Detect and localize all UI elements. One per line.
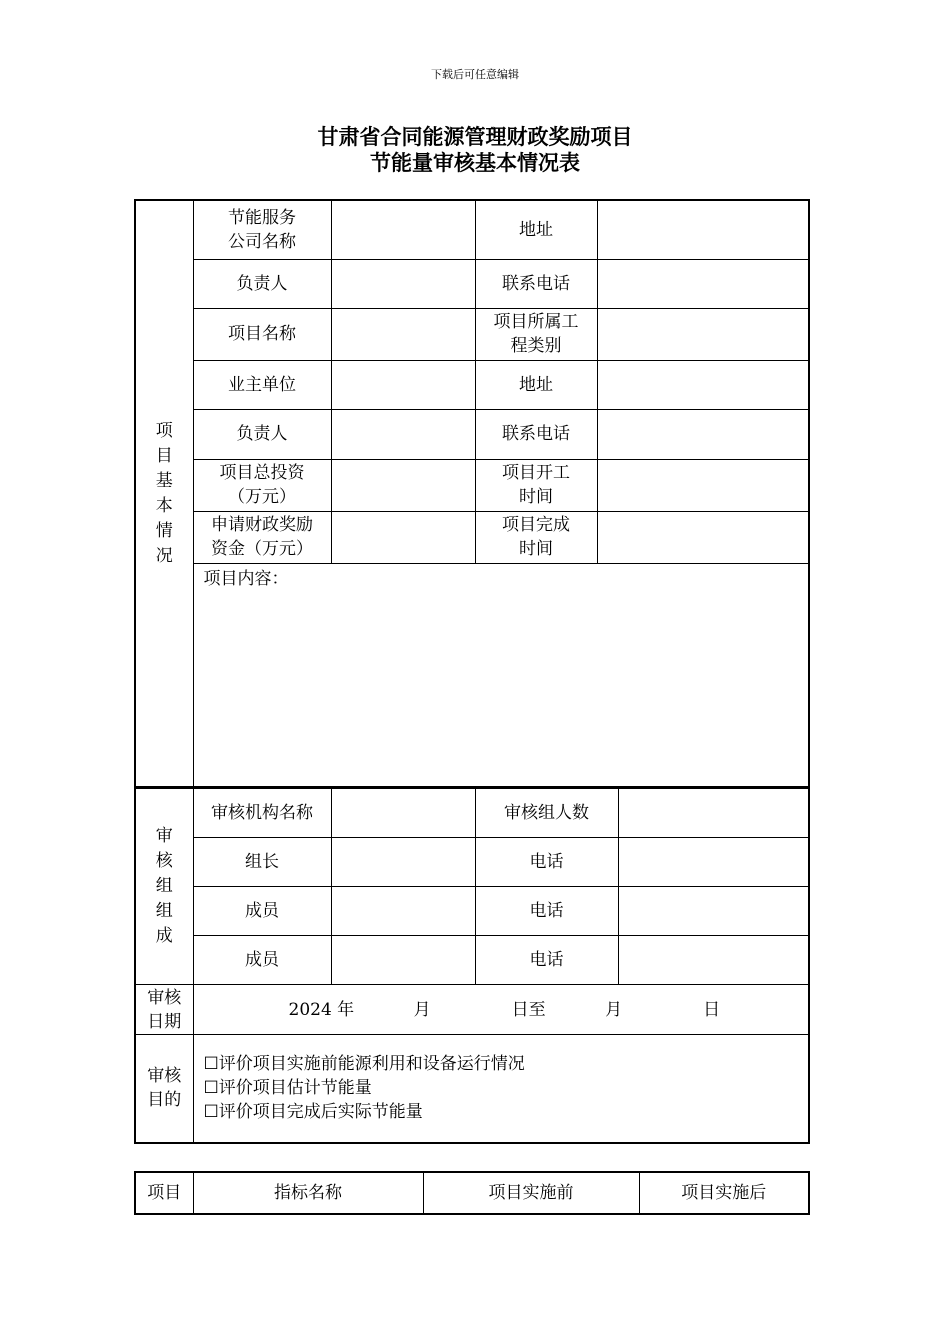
header-indicator-name: 指标名称 [193,1172,423,1214]
label-project-name: 项目名称 [193,308,331,360]
value-address[interactable] [597,200,809,259]
value-owner-contact-phone[interactable] [597,409,809,459]
value-owner-unit[interactable] [331,360,475,409]
label-audit-purpose: 审核 目的 [135,1035,193,1143]
project-content-field[interactable] [193,563,809,787]
label-team-leader: 组长 [193,838,331,887]
value-team-leader[interactable] [331,838,475,887]
label-contact-phone: 联系电话 [475,259,597,308]
purpose-checkbox-before[interactable]: ☐评价项目实施前能源利用和设备运行情况 [203,1054,525,1075]
basic-info-table [134,199,810,788]
label-completion-time: 项目完成 时间 [475,511,597,563]
value-leader-phone[interactable] [618,838,809,887]
value-contact-phone[interactable] [597,259,809,308]
form-subtitle: 节能量审核基本情况表 [370,150,580,175]
label-owner-person-in-charge: 负责人 [193,409,331,459]
purpose-checkbox-after[interactable]: ☐评价项目完成后实际节能量 [203,1102,423,1123]
label-audit-org: 审核机构名称 [193,789,331,838]
label-audit-date: 审核 日期 [135,985,193,1035]
header-project: 项目 [135,1172,193,1214]
label-member-1: 成员 [193,887,331,936]
section-label-audit-team: 审 核 组 组 成 [135,789,193,985]
label-owner-address: 地址 [475,360,597,409]
label-member-2-phone: 电话 [475,936,618,985]
header-after: 项目实施后 [639,1172,809,1214]
label-leader-phone: 电话 [475,838,618,887]
audit-purpose-options [193,1035,809,1143]
value-person-in-charge[interactable] [331,259,475,308]
label-subsidy-amount: 申请财政奖励 资金（万元） [193,511,331,563]
value-service-company[interactable] [331,200,475,259]
value-member-1[interactable] [331,887,475,936]
value-team-size[interactable] [618,789,809,838]
label-service-company: 节能服务 公司名称 [193,200,331,259]
indicator-table [134,1171,810,1215]
value-total-investment[interactable] [331,459,475,511]
label-owner-contact-phone: 联系电话 [475,409,597,459]
audit-team-table [134,788,810,1144]
label-address: 地址 [475,200,597,259]
label-project-category: 项目所属工 程类别 [475,308,597,360]
value-project-category[interactable] [597,308,809,360]
value-project-name[interactable] [331,308,475,360]
value-audit-org[interactable] [331,789,475,838]
value-subsidy-amount[interactable] [331,511,475,563]
label-start-time: 项目开工 时间 [475,459,597,511]
value-member-2[interactable] [331,936,475,985]
section-label-basic: 项 目 基 本 情 况 [135,200,193,787]
value-completion-time[interactable] [597,511,809,563]
purpose-checkbox-estimate[interactable]: ☐评价项目估计节能量 [203,1078,372,1099]
value-owner-address[interactable] [597,360,809,409]
label-owner-unit: 业主单位 [193,360,331,409]
form-title: 甘肃省合同能源管理财政奖励项目 [317,124,633,149]
label-member-1-phone: 电话 [475,887,618,936]
label-person-in-charge: 负责人 [193,259,331,308]
header-before: 项目实施前 [423,1172,639,1214]
label-team-size: 审核组人数 [475,789,618,838]
value-start-time[interactable] [597,459,809,511]
value-member-1-phone[interactable] [618,887,809,936]
project-content-label: 项目内容： [203,568,289,589]
header-note: 下载后可任意编辑 [431,68,519,81]
label-member-2: 成员 [193,936,331,985]
value-member-2-phone[interactable] [618,936,809,985]
audit-date-field[interactable]: 2024 年 月 日至 月 日 [193,985,809,1035]
value-owner-person-in-charge[interactable] [331,409,475,459]
label-total-investment: 项目总投资 （万元） [193,459,331,511]
